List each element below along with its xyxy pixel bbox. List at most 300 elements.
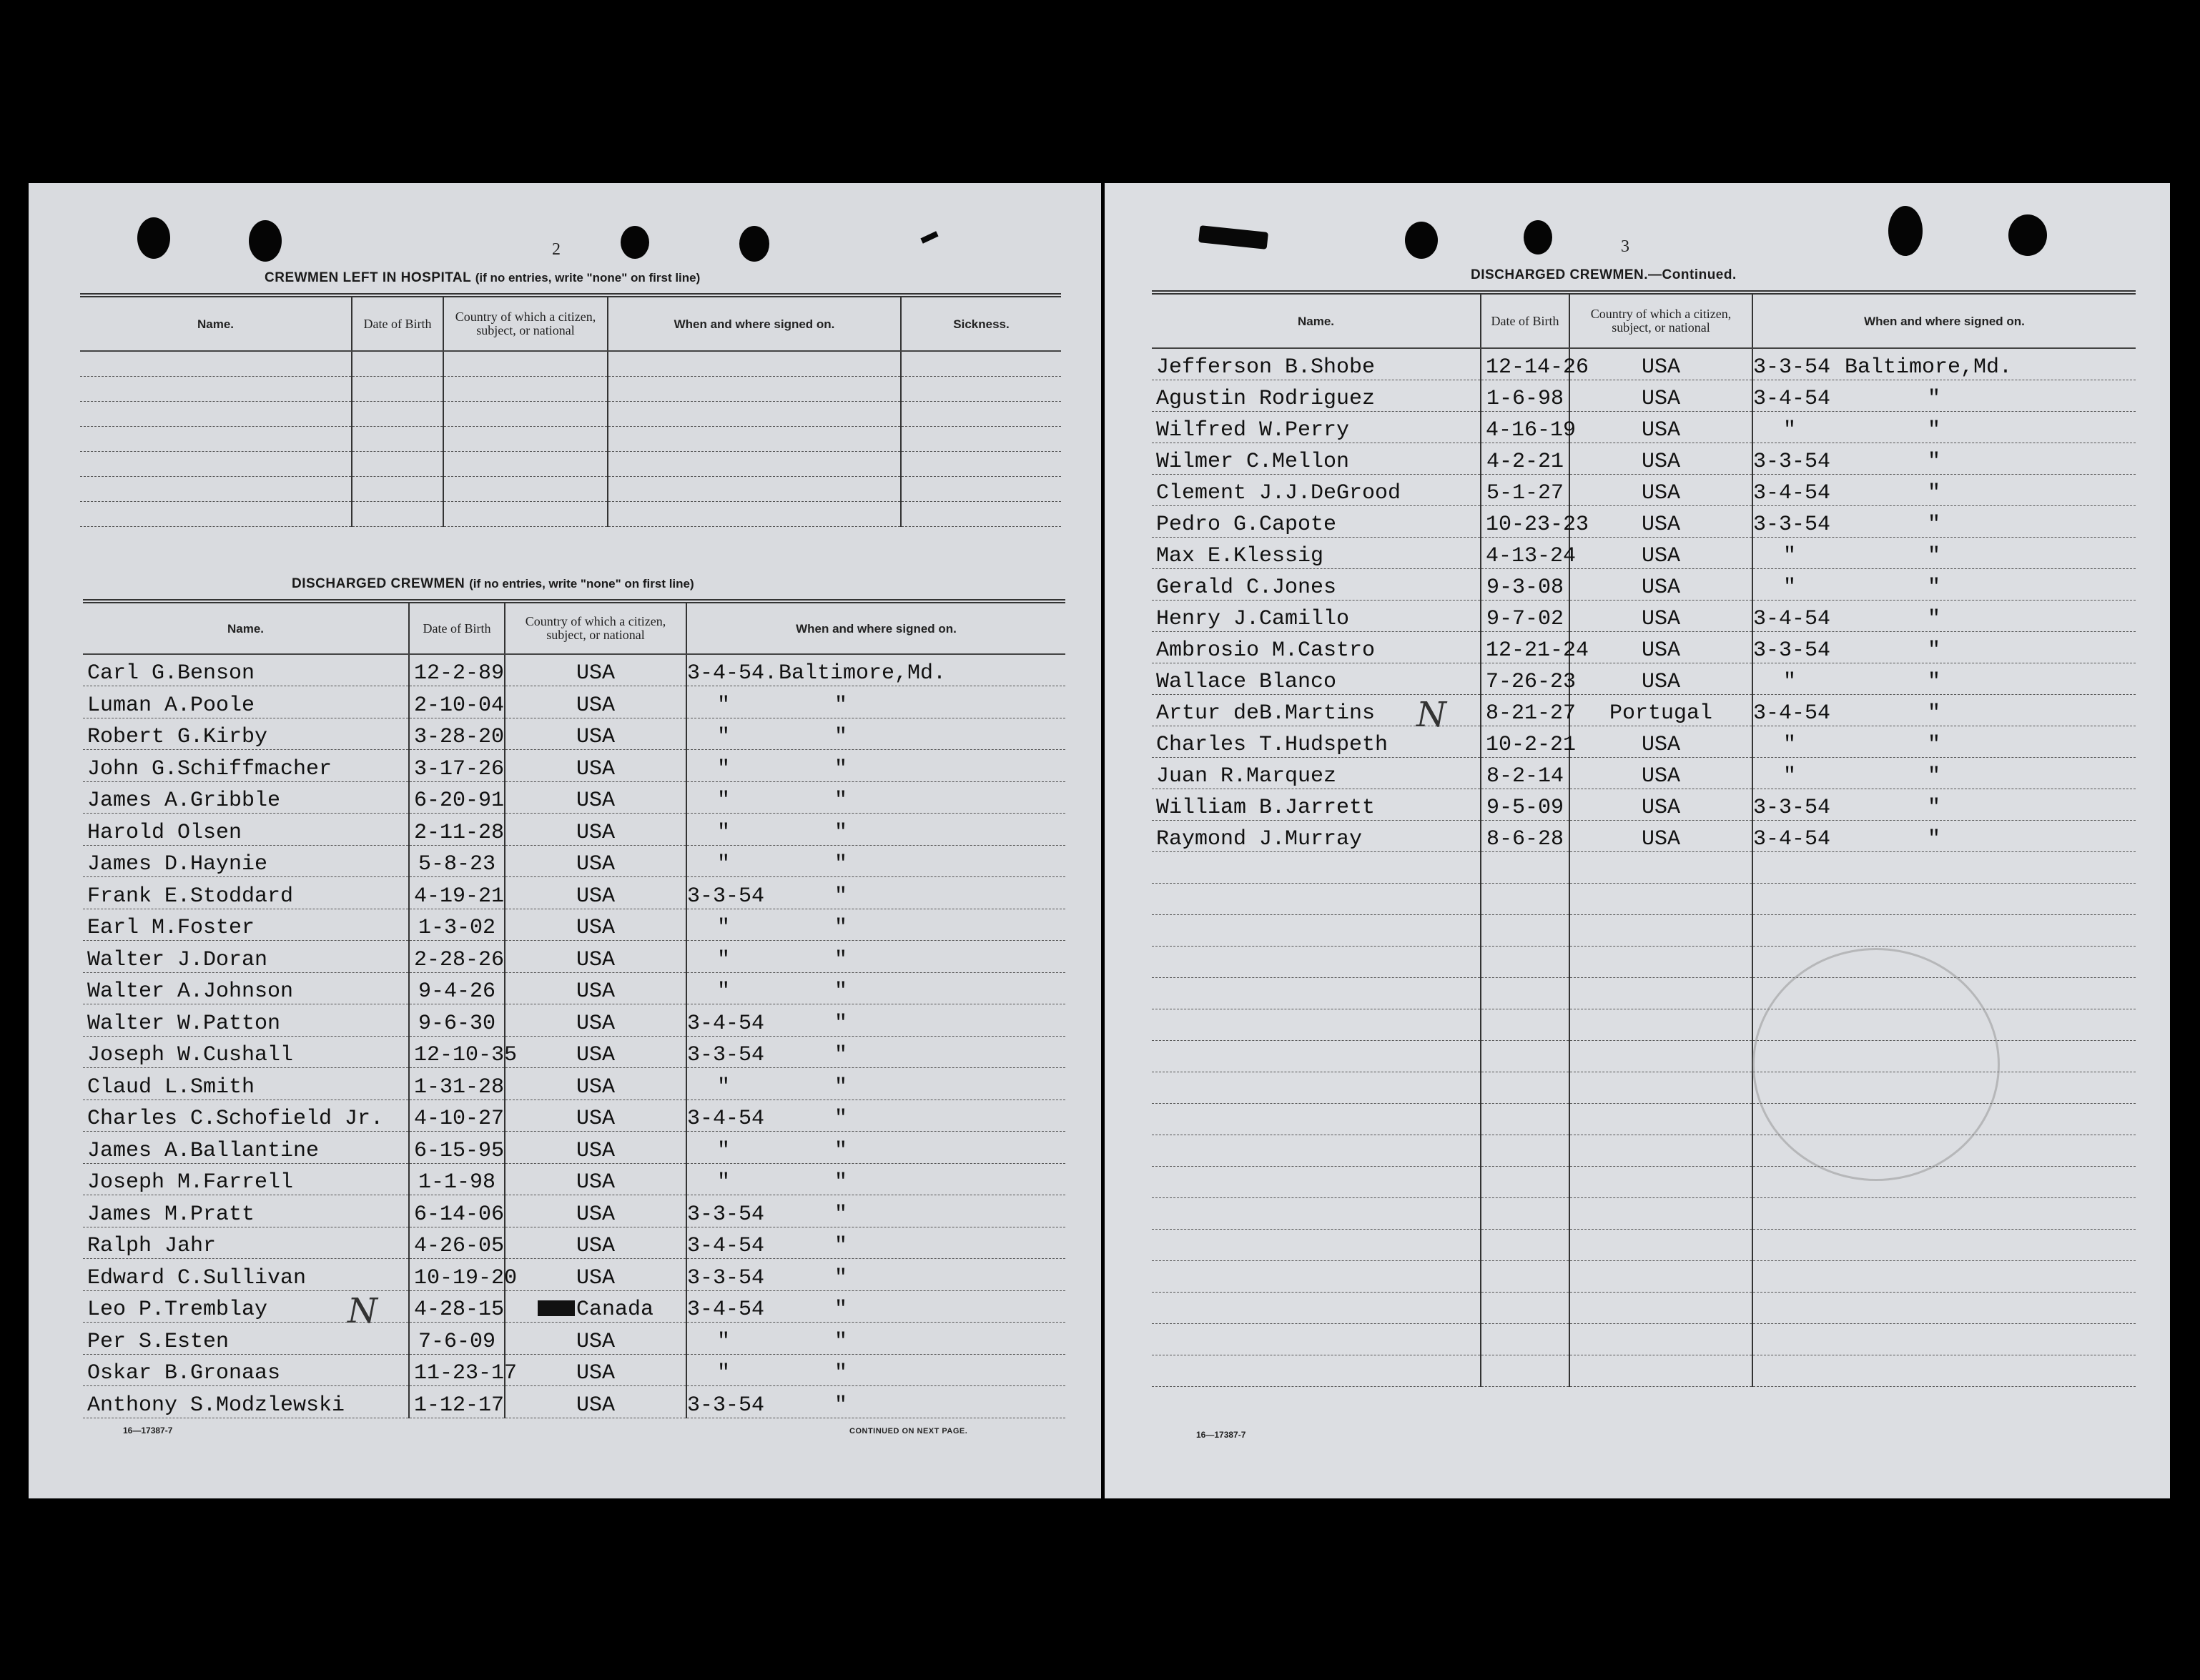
hospital-title-note: (if no entries, write "none" on first line) [475, 271, 701, 285]
blank-cell [1481, 946, 1569, 977]
table-row [1152, 600, 2136, 631]
table-row [1152, 789, 2136, 820]
blank-cell [1569, 1040, 1752, 1072]
punch-hole [1405, 222, 1438, 259]
signed-on [1752, 694, 2136, 726]
blank-cell [1481, 977, 1569, 1009]
crewman-name-text: Agustin Rodriguez [1156, 386, 1376, 411]
signed-date: 3-3-54 [1753, 795, 1831, 820]
blank-cell [1569, 1009, 1752, 1040]
signed-place: " [1928, 701, 1941, 726]
date-of-birth [409, 1290, 505, 1323]
signed-on [1752, 789, 2136, 820]
date-of-birth-text: 4-10-27 [414, 1107, 505, 1131]
blank-cell [1152, 1323, 1481, 1355]
signed-place: " [1928, 386, 1941, 411]
crewman-name-text: Joseph M.Farrell [87, 1170, 294, 1195]
date-of-birth-text: 7-26-23 [1486, 669, 1577, 694]
crewman-name-text: Luman A.Poole [87, 693, 255, 718]
signed-place: " [834, 1234, 848, 1258]
blank-cell [1752, 883, 2136, 914]
blank-cell [1152, 1197, 1481, 1229]
crewman-name [1152, 474, 1481, 505]
crewman-name-text: Edward C.Sullivan [87, 1265, 307, 1290]
date-of-birth [409, 1323, 505, 1355]
crewman-name [83, 1259, 409, 1291]
date-of-birth-text: 10-23-23 [1486, 512, 1589, 537]
country [505, 845, 686, 877]
date-of-birth [409, 877, 505, 909]
date-of-birth-text: 12-14-26 [1486, 355, 1589, 380]
country-text: USA [576, 1170, 615, 1195]
date-of-birth [1481, 663, 1577, 694]
table-row [1152, 820, 2136, 851]
date-of-birth [1481, 820, 1569, 851]
date-of-birth-text: 4-19-21 [414, 884, 505, 909]
signed-place: " [834, 1361, 848, 1385]
country [505, 1323, 686, 1355]
crewman-name [83, 877, 409, 909]
date-of-birth [1481, 443, 1569, 474]
country [1569, 789, 1752, 820]
date-of-birth [409, 909, 505, 941]
signed-date: " [717, 1074, 731, 1100]
signed-date: 3-4-54 [687, 1234, 765, 1258]
crewman-name-text: James M.Pratt [87, 1202, 255, 1227]
signed-on [686, 654, 1065, 686]
blank-cell [1752, 1355, 2136, 1386]
country [505, 1036, 686, 1068]
blank-row [1152, 1229, 2136, 1260]
country [505, 1195, 686, 1227]
handwritten-mark: N [1416, 694, 1446, 735]
table-row [83, 877, 1065, 909]
crewman-name [1152, 380, 1481, 411]
blank-cell [80, 426, 352, 451]
signed-place: " [1928, 669, 1941, 694]
crewman-name [83, 814, 409, 846]
blank-cell [1569, 1135, 1752, 1166]
date-of-birth [1481, 631, 1589, 663]
signed-on [686, 1132, 1065, 1164]
signed-on [686, 1036, 1065, 1068]
signed-place: " [1928, 512, 1941, 537]
blank-cell [1752, 1260, 2136, 1292]
country [505, 1068, 686, 1100]
blank-cell [352, 401, 443, 426]
blank-cell [608, 401, 901, 426]
date-of-birth-text: 2-10-04 [414, 693, 505, 718]
blank-cell [1481, 1009, 1569, 1040]
date-of-birth [1481, 537, 1577, 568]
blank-cell [1481, 1135, 1569, 1166]
signed-place: " [1928, 543, 1941, 568]
country-text: USA [576, 1011, 615, 1036]
blank-cell [608, 501, 901, 526]
blank-cell [1569, 1260, 1752, 1292]
crewman-name [83, 1036, 409, 1068]
date-of-birth [409, 814, 505, 846]
crewman-name [1152, 443, 1481, 474]
blank-row [1152, 851, 2136, 883]
blank-cell [1481, 1197, 1569, 1229]
crewman-name-text: Charles T.Hudspeth [1156, 732, 1388, 757]
date-of-birth [1481, 568, 1569, 600]
date-of-birth-text: 1-12-17 [414, 1393, 505, 1418]
table-row [1152, 505, 2136, 537]
signed-date: 3-3-54 [687, 1202, 765, 1227]
signed-on [686, 1386, 1065, 1418]
signed-date: " [717, 947, 731, 972]
hospital-title: CREWMEN LEFT IN HOSPITAL [265, 270, 471, 285]
date-of-birth-text: 6-15-95 [414, 1138, 505, 1163]
country [505, 1259, 686, 1291]
signed-on [686, 1068, 1065, 1100]
signed-place: " [834, 884, 848, 909]
blank-cell [608, 451, 901, 476]
crewman-name-text: Per S.Esten [87, 1329, 230, 1354]
country-text: USA [576, 979, 615, 1004]
crewman-name [83, 845, 409, 877]
signed-date: " [717, 1329, 731, 1354]
country-text: USA [576, 661, 615, 686]
date-of-birth-text: 9-4-26 [418, 979, 496, 1004]
date-of-birth [409, 1036, 518, 1068]
crewman-name-text: James D.Haynie [87, 852, 268, 876]
country-text: USA [1641, 512, 1680, 537]
signed-on [1752, 380, 2136, 411]
date-of-birth-text: 4-26-05 [414, 1234, 505, 1258]
crewman-name-text: John G.Schiffmacher [87, 756, 332, 781]
crewman-name-text: Artur deB.Martins [1156, 701, 1376, 726]
country [1569, 631, 1752, 663]
country [1569, 568, 1752, 600]
blank-cell [1569, 1072, 1752, 1103]
country-text: USA [1641, 732, 1680, 757]
blank-cell [1569, 883, 1752, 914]
crewman-name [83, 909, 409, 941]
page-number: 2 [552, 240, 561, 259]
col-header-country: Country of which a citizen, subject, or national [1569, 292, 1752, 348]
crewman-name-text: Leo P.Tremblay [87, 1298, 268, 1322]
crewman-name [1152, 411, 1481, 443]
date-of-birth [1481, 600, 1569, 631]
blank-cell [1752, 1292, 2136, 1323]
signed-place: " [1928, 575, 1941, 600]
crewman-name [83, 1163, 409, 1195]
crewman-name-text: Jefferson B.Shobe [1156, 355, 1376, 380]
date-of-birth-text: 12-10-35 [414, 1043, 518, 1067]
form-code: 16—17387-7 [1196, 1430, 1246, 1440]
signed-on [1752, 411, 2136, 443]
country [505, 1290, 686, 1323]
crewman-name [1152, 663, 1481, 694]
col-header-signed: When and where signed on. [608, 295, 901, 351]
date-of-birth-text: 11-23-17 [414, 1361, 518, 1385]
signed-on [686, 814, 1065, 846]
blank-cell [1481, 1355, 1569, 1386]
crewman-name-text: Robert G.Kirby [87, 725, 268, 749]
ink-blot [1198, 225, 1268, 249]
date-of-birth-text: 2-11-28 [414, 820, 505, 845]
signed-place: " [834, 756, 848, 781]
signed-on [686, 1290, 1065, 1323]
col-header-country: Country of which a citizen, subject, or national [505, 601, 686, 654]
date-of-birth [409, 1004, 505, 1037]
blank-cell [608, 476, 901, 501]
signed-date: 3-3-54 [687, 1393, 765, 1418]
table-row [83, 686, 1065, 718]
table-row [83, 1004, 1065, 1037]
blank-cell [352, 476, 443, 501]
country-text: USA [576, 1043, 615, 1067]
blank-cell [1152, 1166, 1481, 1197]
crewman-name-text: James A.Ballantine [87, 1138, 320, 1163]
table-row [1152, 726, 2136, 757]
blank-cell [901, 426, 1061, 451]
col-header-dob: Date of Birth [352, 295, 443, 351]
table-row [83, 1323, 1065, 1355]
date-of-birth-text: 4-2-21 [1486, 449, 1564, 474]
crewman-name [83, 1004, 409, 1037]
blank-cell [1152, 883, 1481, 914]
date-of-birth-text: 12-21-24 [1486, 638, 1589, 663]
blank-cell [1569, 1323, 1752, 1355]
crewman-name-text: Harold Olsen [87, 820, 242, 845]
crewman-name-text: Charles C.Schofield Jr. [87, 1107, 384, 1131]
crewman-name [1152, 568, 1481, 600]
signed-date: " [1783, 764, 1797, 789]
signed-place: " [1928, 606, 1941, 631]
country [505, 814, 686, 846]
country [505, 1386, 686, 1418]
signed-date: " [717, 1138, 731, 1163]
country-text: USA [576, 1265, 615, 1290]
blank-cell [352, 426, 443, 451]
crewman-name-text: Ralph Jahr [87, 1234, 217, 1258]
table-row [83, 814, 1065, 846]
table-row [83, 1354, 1065, 1386]
blank-cell [901, 351, 1061, 376]
blank-cell [1481, 851, 1569, 883]
signed-on [1752, 726, 2136, 757]
date-of-birth-text: 9-5-09 [1486, 795, 1564, 820]
signed-date: 3-4-54 [1753, 606, 1831, 631]
blank-cell [1152, 1103, 1481, 1135]
hospital-table [80, 293, 1061, 527]
date-of-birth-text: 10-2-21 [1486, 732, 1577, 757]
crewman-name [1152, 505, 1481, 537]
signed-on [1752, 631, 2136, 663]
date-of-birth [409, 654, 505, 686]
signed-date: 3-4-54 [1753, 826, 1831, 851]
blank-cell [1569, 946, 1752, 977]
signed-on [686, 941, 1065, 973]
blank-cell [1481, 1040, 1569, 1072]
signed-on [686, 1323, 1065, 1355]
signed-on [686, 1100, 1065, 1132]
signed-on [686, 781, 1065, 814]
crewman-name-text: Walter J.Doran [87, 947, 268, 972]
col-header-signed: When and where signed on. [1752, 292, 2136, 348]
crewman-name [1152, 694, 1481, 735]
date-of-birth-text: 4-28-15 [414, 1298, 505, 1322]
blank-row [80, 501, 1061, 526]
crewman-name-text: Wilmer C.Mellon [1156, 449, 1350, 474]
signed-date: 3-3-54 [1753, 355, 1831, 380]
country-text: USA [576, 1361, 615, 1385]
blank-cell [352, 451, 443, 476]
crewman-name [83, 718, 409, 750]
signed-place: " [1928, 449, 1941, 474]
signed-date: " [1783, 732, 1797, 757]
date-of-birth [1481, 474, 1569, 505]
handwritten-mark: N [347, 1291, 378, 1331]
col-header-dob: Date of Birth [1481, 292, 1569, 348]
date-of-birth-text: 5-8-23 [418, 852, 496, 876]
date-of-birth-text: 3-17-26 [414, 756, 505, 781]
signed-on [686, 1227, 1065, 1259]
signed-date: " [717, 789, 731, 813]
discharged-table-left [83, 599, 1065, 1418]
country [505, 686, 686, 718]
signed-place: " [834, 1074, 848, 1100]
table-row [1152, 443, 2136, 474]
country [505, 1163, 686, 1195]
country-text: USA [1641, 355, 1680, 380]
blank-cell [1481, 1260, 1569, 1292]
crewman-name-text: Juan R.Marquez [1156, 764, 1337, 789]
col-header-name: Name. [83, 601, 409, 654]
country-text: USA [1641, 764, 1680, 789]
punch-hole [621, 226, 649, 259]
signed-on [686, 686, 1065, 718]
signed-date: " [717, 693, 731, 718]
crewman-name [83, 1132, 409, 1164]
blank-cell [1481, 914, 1569, 946]
blank-cell [1152, 851, 1481, 883]
crewman-name-text: Anthony S.Modzlewski [87, 1393, 345, 1418]
blank-row [80, 426, 1061, 451]
table-row [1152, 411, 2136, 443]
blank-cell [1569, 977, 1752, 1009]
blank-cell [1152, 946, 1481, 977]
date-of-birth-text: 9-3-08 [1486, 575, 1564, 600]
signed-place: " [834, 947, 848, 972]
signed-place: " [1928, 795, 1941, 820]
country-text: USA [576, 1234, 615, 1258]
ink-blot [920, 231, 938, 243]
table-row [83, 1163, 1065, 1195]
signed-on [1752, 443, 2136, 474]
blank-cell [1152, 977, 1481, 1009]
crewman-name [1152, 820, 1481, 851]
country [505, 1004, 686, 1037]
blank-cell [1481, 1103, 1569, 1135]
struck-out-mark [538, 1300, 575, 1316]
country-text: USA [1641, 795, 1680, 820]
blank-cell [1152, 1229, 1481, 1260]
blank-cell [443, 401, 608, 426]
signed-place: " [834, 1107, 848, 1131]
blank-cell [1569, 851, 1752, 883]
blank-cell [1752, 1166, 2136, 1197]
crewman-name-text: Walter A.Johnson [87, 979, 294, 1004]
signed-date: 3-4-54 [687, 1298, 765, 1322]
blank-row [80, 451, 1061, 476]
signed-date: 3-4-54 [1753, 701, 1831, 726]
crewman-name [1152, 726, 1481, 757]
crewman-name-text: Pedro G.Capote [1156, 512, 1337, 537]
blank-row [1152, 1197, 2136, 1229]
crewman-name [1152, 348, 1481, 380]
signed-date: 3-4-54 [687, 1107, 765, 1131]
discharged-title: DISCHARGED CREWMEN [292, 576, 465, 591]
table-row [83, 1290, 1065, 1323]
signed-place: " [834, 1298, 848, 1322]
country [1569, 380, 1752, 411]
country [1569, 537, 1752, 568]
crewman-name-text: Gerald C.Jones [1156, 575, 1337, 600]
country [1569, 663, 1752, 694]
blank-cell [443, 476, 608, 501]
date-of-birth [409, 781, 505, 814]
signed-date: " [717, 820, 731, 845]
blank-cell [608, 426, 901, 451]
crewman-name [83, 1195, 409, 1227]
country [505, 1227, 686, 1259]
punch-hole [1888, 206, 1923, 256]
country [505, 1132, 686, 1164]
blank-row [1152, 883, 2136, 914]
blank-cell [443, 376, 608, 401]
signed-on [1752, 505, 2136, 537]
crewman-name [1152, 600, 1481, 631]
signed-date: " [1783, 669, 1797, 694]
blank-cell [901, 451, 1061, 476]
blank-cell [1752, 1229, 2136, 1260]
country-text: USA [576, 1074, 615, 1100]
country-text: USA [576, 916, 615, 940]
country [1569, 694, 1752, 726]
table-row [83, 1227, 1065, 1259]
date-of-birth-text: 1-31-28 [414, 1074, 505, 1100]
country [1569, 820, 1752, 851]
country [505, 781, 686, 814]
country [1569, 411, 1752, 443]
date-of-birth [409, 1100, 505, 1132]
blank-cell [1481, 1072, 1569, 1103]
table-row [83, 1132, 1065, 1164]
blank-cell [1152, 1355, 1481, 1386]
signed-place: " [834, 725, 848, 749]
col-header-name: Name. [80, 295, 352, 351]
country [505, 654, 686, 686]
crewman-name-text: William B.Jarrett [1156, 795, 1376, 820]
table-row [83, 1100, 1065, 1132]
date-of-birth [1481, 789, 1569, 820]
table-row [1152, 474, 2136, 505]
country-text: USA [576, 947, 615, 972]
signed-date: 3-4-54 [687, 1011, 765, 1036]
blank-cell [443, 426, 608, 451]
blank-cell [1481, 1292, 1569, 1323]
blank-cell [1569, 1229, 1752, 1260]
table-row [1152, 757, 2136, 789]
continued-note: CONTINUED ON NEXT PAGE. [849, 1427, 968, 1436]
country [1569, 348, 1752, 380]
col-header-sickness: Sickness. [901, 295, 1061, 351]
